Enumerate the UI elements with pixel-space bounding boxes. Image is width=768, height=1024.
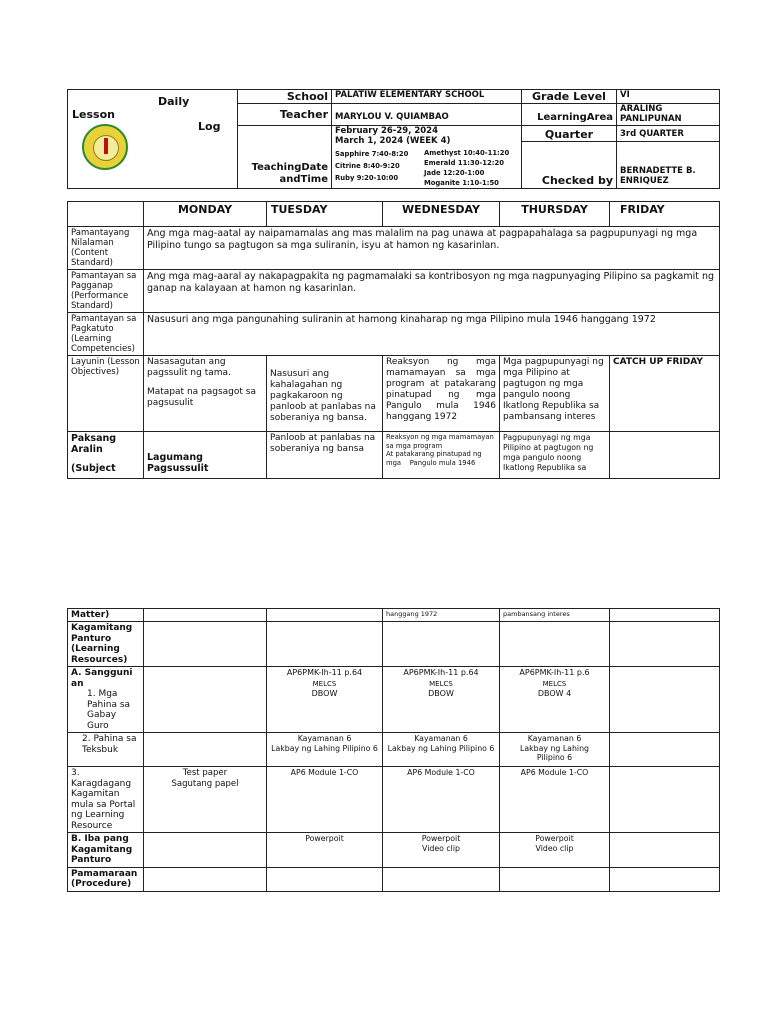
- ref-friday: [610, 667, 720, 733]
- learning-resources-label: Kagamitang Panturo (Learning Resources): [68, 622, 144, 667]
- res-friday: [610, 622, 720, 667]
- lesson-label: Lesson: [72, 108, 115, 121]
- dll-table-top: [67, 201, 720, 479]
- references-label-1: 1. Mga Pahina sa Gabay Guro: [87, 689, 131, 731]
- objective-wednesday: Reaksyon ng mga mamamayan sa mga program at patakarang pinatupad ng mga Pangulo mula 1946 hanggang 1972: [383, 356, 500, 432]
- teaching-date-label: [238, 126, 332, 189]
- textbook-friday: [610, 733, 720, 767]
- objectives-label: Layunin (Lesson Objectives): [68, 356, 144, 432]
- content-standard-text: Ang mga mag-aatal ay naipamamalas ang mas malalim na pag unawa at pagpapahalaga sa pagpupunyagi ng mga Pilipino tungo sa pagtugon sa mga suliranin, isyu at hamon ng kasarinlan.: [144, 227, 720, 270]
- day-header-wednesday: WEDNESDAY: [383, 202, 500, 227]
- objective-monday: [144, 356, 267, 432]
- subject-wednesday: Reaksyon ng mga mamamayan sa mga program At patakarang pinatupad ng mga Pangulo mula 1946: [383, 432, 500, 479]
- subject-monday: Lagumang Pagsussulit: [144, 432, 267, 479]
- portal-tuesday: AP6 Module 1-CO: [267, 767, 383, 833]
- other-thursday: Powerpoit Video clip: [500, 833, 610, 868]
- ref-wednesday-3: DBOW: [428, 689, 454, 698]
- date-line-2: March 1, 2024 (WEEK 4): [335, 136, 451, 146]
- checked-by-value: BERNADETTE B. ENRIQUEZ: [617, 142, 720, 189]
- ref-thursday-3: DBOW 4: [537, 689, 572, 698]
- matter-monday: [144, 609, 267, 622]
- learning-area-value: ARALING PANLIPUNAN: [617, 104, 720, 126]
- portal-monday: Test paper Sagutang papel: [144, 767, 267, 833]
- subject-matter-label: [68, 432, 144, 479]
- textbook-thursday: Kayamanan 6 Lakbay ng Lahing Pilipino 6: [500, 733, 610, 767]
- textbook-label: 2. Pahina sa Teksbuk: [68, 733, 144, 767]
- schedule-left: Sapphire 7:40-8:20 Citrine 8:40-9:20 Ruby 9:20-10:00: [335, 150, 409, 182]
- ref-tuesday-2: MELCS: [312, 679, 337, 688]
- corner-cell: [68, 202, 144, 227]
- dll-table-bottom: [67, 608, 720, 892]
- quarter-value: 3rd QUARTER: [617, 126, 720, 142]
- textbook-wednesday: Kayamanan 6 Lakbay ng Lahing Pilipino 6: [383, 733, 500, 767]
- res-monday: [144, 622, 267, 667]
- other-friday: [610, 833, 720, 868]
- textbook-tuesday: Kayamanan 6 Lakbay ng Lahing Pilipino 6: [267, 733, 383, 767]
- school-value: PALATIW ELEMENTARY SCHOOL: [332, 90, 522, 104]
- res-thursday: [500, 622, 610, 667]
- teaching-date-value: [332, 126, 522, 189]
- proc-thursday: [500, 867, 610, 891]
- teacher-value: MARYLOU V. QUIAMBAO: [332, 104, 522, 126]
- other-monday: [144, 833, 267, 868]
- ref-thursday: [500, 667, 610, 733]
- ref-wednesday-2: MELCS: [429, 679, 453, 688]
- portal-thursday: AP6 Module 1-CO: [500, 767, 610, 833]
- day-header-monday: MONDAY: [144, 202, 267, 227]
- matter-thursday: pambansang interes: [500, 609, 610, 622]
- daily-label: Daily: [158, 95, 190, 108]
- objective-monday-1: Nasasagutan ang pagssulit ng tama.: [147, 357, 231, 378]
- matter-friday: [610, 609, 720, 622]
- subject-label-1: Paksang Aralin: [71, 433, 117, 455]
- grade-label: Grade Level: [522, 90, 617, 104]
- performance-standard-text: Ang mga mag-aaral ay nakapagpakita ng pagmamalaki sa kontribosyon ng mga nagpunyaging Pilipino sa pagkamit ng ganap na kalayaan at hamon ng kasarinlan.: [144, 270, 720, 313]
- portal-friday: [610, 767, 720, 833]
- ref-tuesday-3: DBOW: [311, 689, 338, 698]
- subject-tuesday: Panloob at panlabas na soberaniya ng bansa: [267, 432, 383, 479]
- content-standard-label: Pamantayang Nilalaman (Content Standard): [68, 227, 144, 270]
- proc-tuesday: [267, 867, 383, 891]
- objective-monday-2: Matapat na pagsagot sa pagsusulit: [147, 387, 256, 408]
- header-table: [67, 89, 720, 189]
- quarter-label: Quarter: [522, 126, 617, 142]
- checked-by-label: Checked by: [522, 142, 617, 189]
- other-tuesday: Powerpoit: [267, 833, 383, 868]
- learning-competencies-text: Nasusuri ang mga pangunahing suliranin at hamong kinaharap ng mga Pilipino mula 1946 hanggang 1972: [144, 313, 720, 356]
- portal-wednesday: AP6 Module 1-CO: [383, 767, 500, 833]
- textbook-monday: [144, 733, 267, 767]
- other-resources-label: B. Iba pang Kagamitang Panturo: [68, 833, 144, 868]
- teacher-label: Teacher: [238, 104, 332, 126]
- matter-wednesday: hanggang 1972: [383, 609, 500, 622]
- school-label: School: [238, 90, 332, 104]
- objective-friday: CATCH UP FRIDAY: [610, 356, 720, 432]
- objective-thursday: Mga pagpupunyagi ng mga Pilipino at pagtugon ng mga pangulo noong Ikatlong Republika sa pambansang interes: [500, 356, 610, 432]
- objective-tuesday: Nasusuri ang kahalagahan ng pagkakaroon ng panloob at panlabas na soberaniya ng bansa.: [267, 356, 383, 432]
- ref-tuesday-1: AP6PMK-Ih-11 p.64: [286, 668, 363, 677]
- references-label-a: A. Sangguni an: [71, 668, 133, 689]
- subject-thursday: Pagpupunyagi ng mga Pilipino at pagtugon ng mga pangulo noong Ikatlong Republika sa: [500, 432, 610, 479]
- res-tuesday: [267, 622, 383, 667]
- subject-label-2: (Subject: [71, 463, 116, 474]
- day-header-thursday: THURSDAY: [500, 202, 610, 227]
- performance-standard-label: Pamantayan sa Pagganap (Performance Standard): [68, 270, 144, 313]
- ref-tuesday: [267, 667, 383, 733]
- log-label: Log: [198, 120, 221, 133]
- ref-thursday-2: MELCS: [542, 679, 567, 688]
- lesson-log-cell: [68, 90, 238, 189]
- proc-wednesday: [383, 867, 500, 891]
- subject-friday: [610, 432, 720, 479]
- grade-value: VI: [617, 90, 720, 104]
- schedule-right: Amethyst 10:40-11:20 Emerald 11:30-12:20 Jade 12:20-1:00 Moganite 1:10-1:50: [424, 149, 510, 187]
- date-line-1: February 26-29, 2024: [335, 126, 439, 136]
- other-wednesday: Powerpoit Video clip: [383, 833, 500, 868]
- references-label: [68, 667, 144, 733]
- proc-friday: [610, 867, 720, 891]
- day-header-tuesday: TUESDAY: [267, 202, 383, 227]
- teaching-date-label-text: TeachingDate andTime: [251, 162, 328, 185]
- ref-monday: [144, 667, 267, 733]
- matter-label: Matter): [68, 609, 144, 622]
- proc-monday: [144, 867, 267, 891]
- school-seal-icon: [82, 124, 128, 170]
- portal-label: 3. Karagdagang Kagamitan mula sa Portal ng Learning Resource: [68, 767, 144, 833]
- ref-wednesday: [383, 667, 500, 733]
- learning-competencies-label: Pamantayan sa Pagkatuto (Learning Competencies): [68, 313, 144, 356]
- ref-thursday-1: AP6PMK-Ih-11 p.6: [519, 668, 590, 677]
- matter-tuesday: [267, 609, 383, 622]
- day-header-friday: FRIDAY: [610, 202, 720, 227]
- res-wednesday: [383, 622, 500, 667]
- ref-wednesday-1: AP6PMK-Ih-11 p.64: [403, 668, 479, 677]
- learning-area-label: LearningArea: [522, 104, 617, 126]
- procedure-label: Pamamaraan (Procedure): [68, 867, 144, 891]
